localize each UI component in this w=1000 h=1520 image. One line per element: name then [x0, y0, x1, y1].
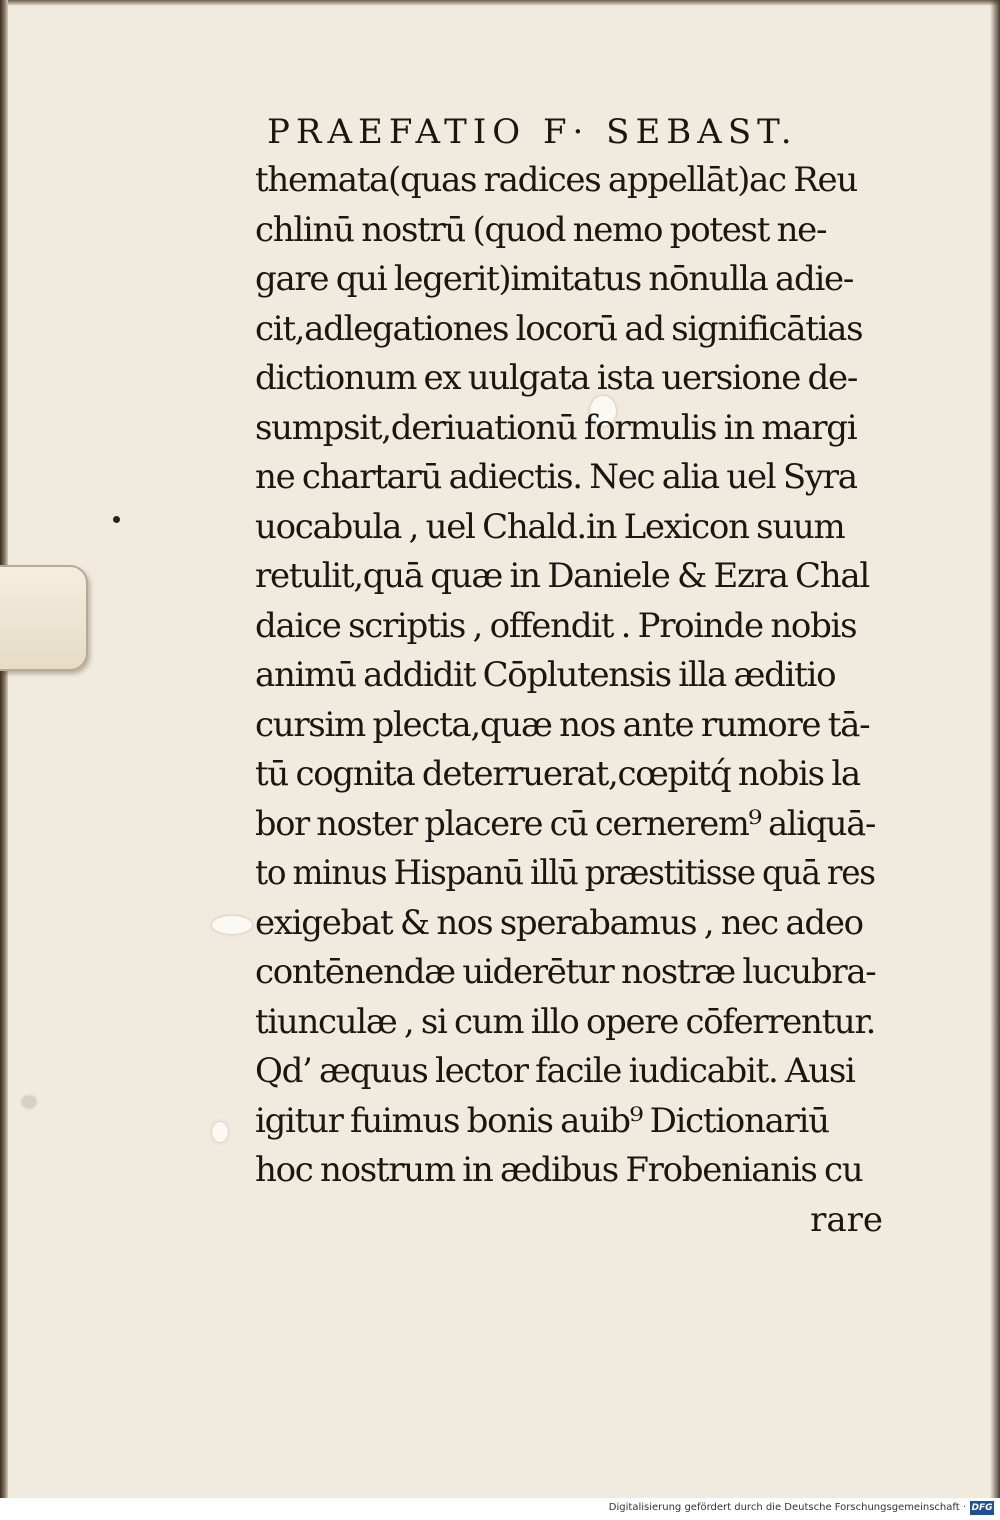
- text-line: exigebat & nos sperabamus , nec adeo: [255, 902, 863, 943]
- text-line: retulit,quā quæ in Daniele & Ezra Chal: [255, 556, 869, 596]
- text-line: dictionum ex uulgata ista uersione de-: [255, 358, 858, 398]
- text-line: bor noster placere cū cernerem⁹ aliquā-: [255, 803, 876, 844]
- funding-credit: Digitalisierung gefördert durch die Deutsche Forschungsgemeinschaft ·: [608, 1502, 966, 1513]
- book-block-edge: [0, 0, 8, 1498]
- text-line: Qd’ æquus lector facile iudicabit. Ausi: [255, 1051, 855, 1091]
- text-line: tiunculæ , si cum illo opere cōferrentur.: [255, 1001, 876, 1042]
- ink-speck: [113, 516, 120, 523]
- text-line: cursim plecta,quæ nos ante rumore tā-: [255, 704, 870, 745]
- paper-blemish: [212, 916, 252, 934]
- footer-bar: [0, 1498, 1000, 1520]
- paper-blemish: [212, 1122, 228, 1142]
- text-line: chlinū nostrū (quod nemo potest ne-: [255, 209, 827, 250]
- parchment-tab: [0, 565, 88, 671]
- text-line: sumpsit,deriuationū formulis in margi: [255, 407, 857, 448]
- text-line: daice scriptis , offendit . Proinde nobis: [255, 605, 857, 646]
- text-line: themata(quas radices appellāt)ac Reu: [255, 160, 857, 200]
- text-line: igitur fuimus bonis auib⁹ Dictionariū: [255, 1100, 829, 1141]
- page-top-edge: [0, 0, 1000, 6]
- text-line: contēnendæ uiderētur nostræ lucubra-: [255, 952, 876, 992]
- catchword: rare: [810, 1199, 883, 1240]
- running-head: PRAEFATIO F· SEBAST.: [267, 112, 798, 152]
- text-line: to minus Hispanū illū præstitisse quā res: [255, 853, 875, 893]
- text-line: hoc nostrum in ædibus Frobenianis cu: [255, 1150, 863, 1190]
- text-block: [255, 108, 895, 1245]
- text-line: ne chartarū adiectis. Nec alia uel Syra: [255, 457, 857, 497]
- text-line: cit,adlegationes locorū ad significātias: [255, 308, 863, 349]
- paper-blemish: [22, 1096, 36, 1108]
- text-line: animū addidit Cōplutensis illa æditio: [255, 655, 836, 695]
- text-line: uocabula , uel Chald.in Lexicon suum: [255, 506, 845, 547]
- dfg-logo: DFG: [971, 1503, 993, 1513]
- binding-shadow: [990, 0, 1000, 1498]
- text-line: tū cognita deterruerat,cœpitq́ nobis la: [255, 754, 860, 794]
- text-line: gare qui legerit)imitatus nōnulla adie-: [255, 259, 854, 299]
